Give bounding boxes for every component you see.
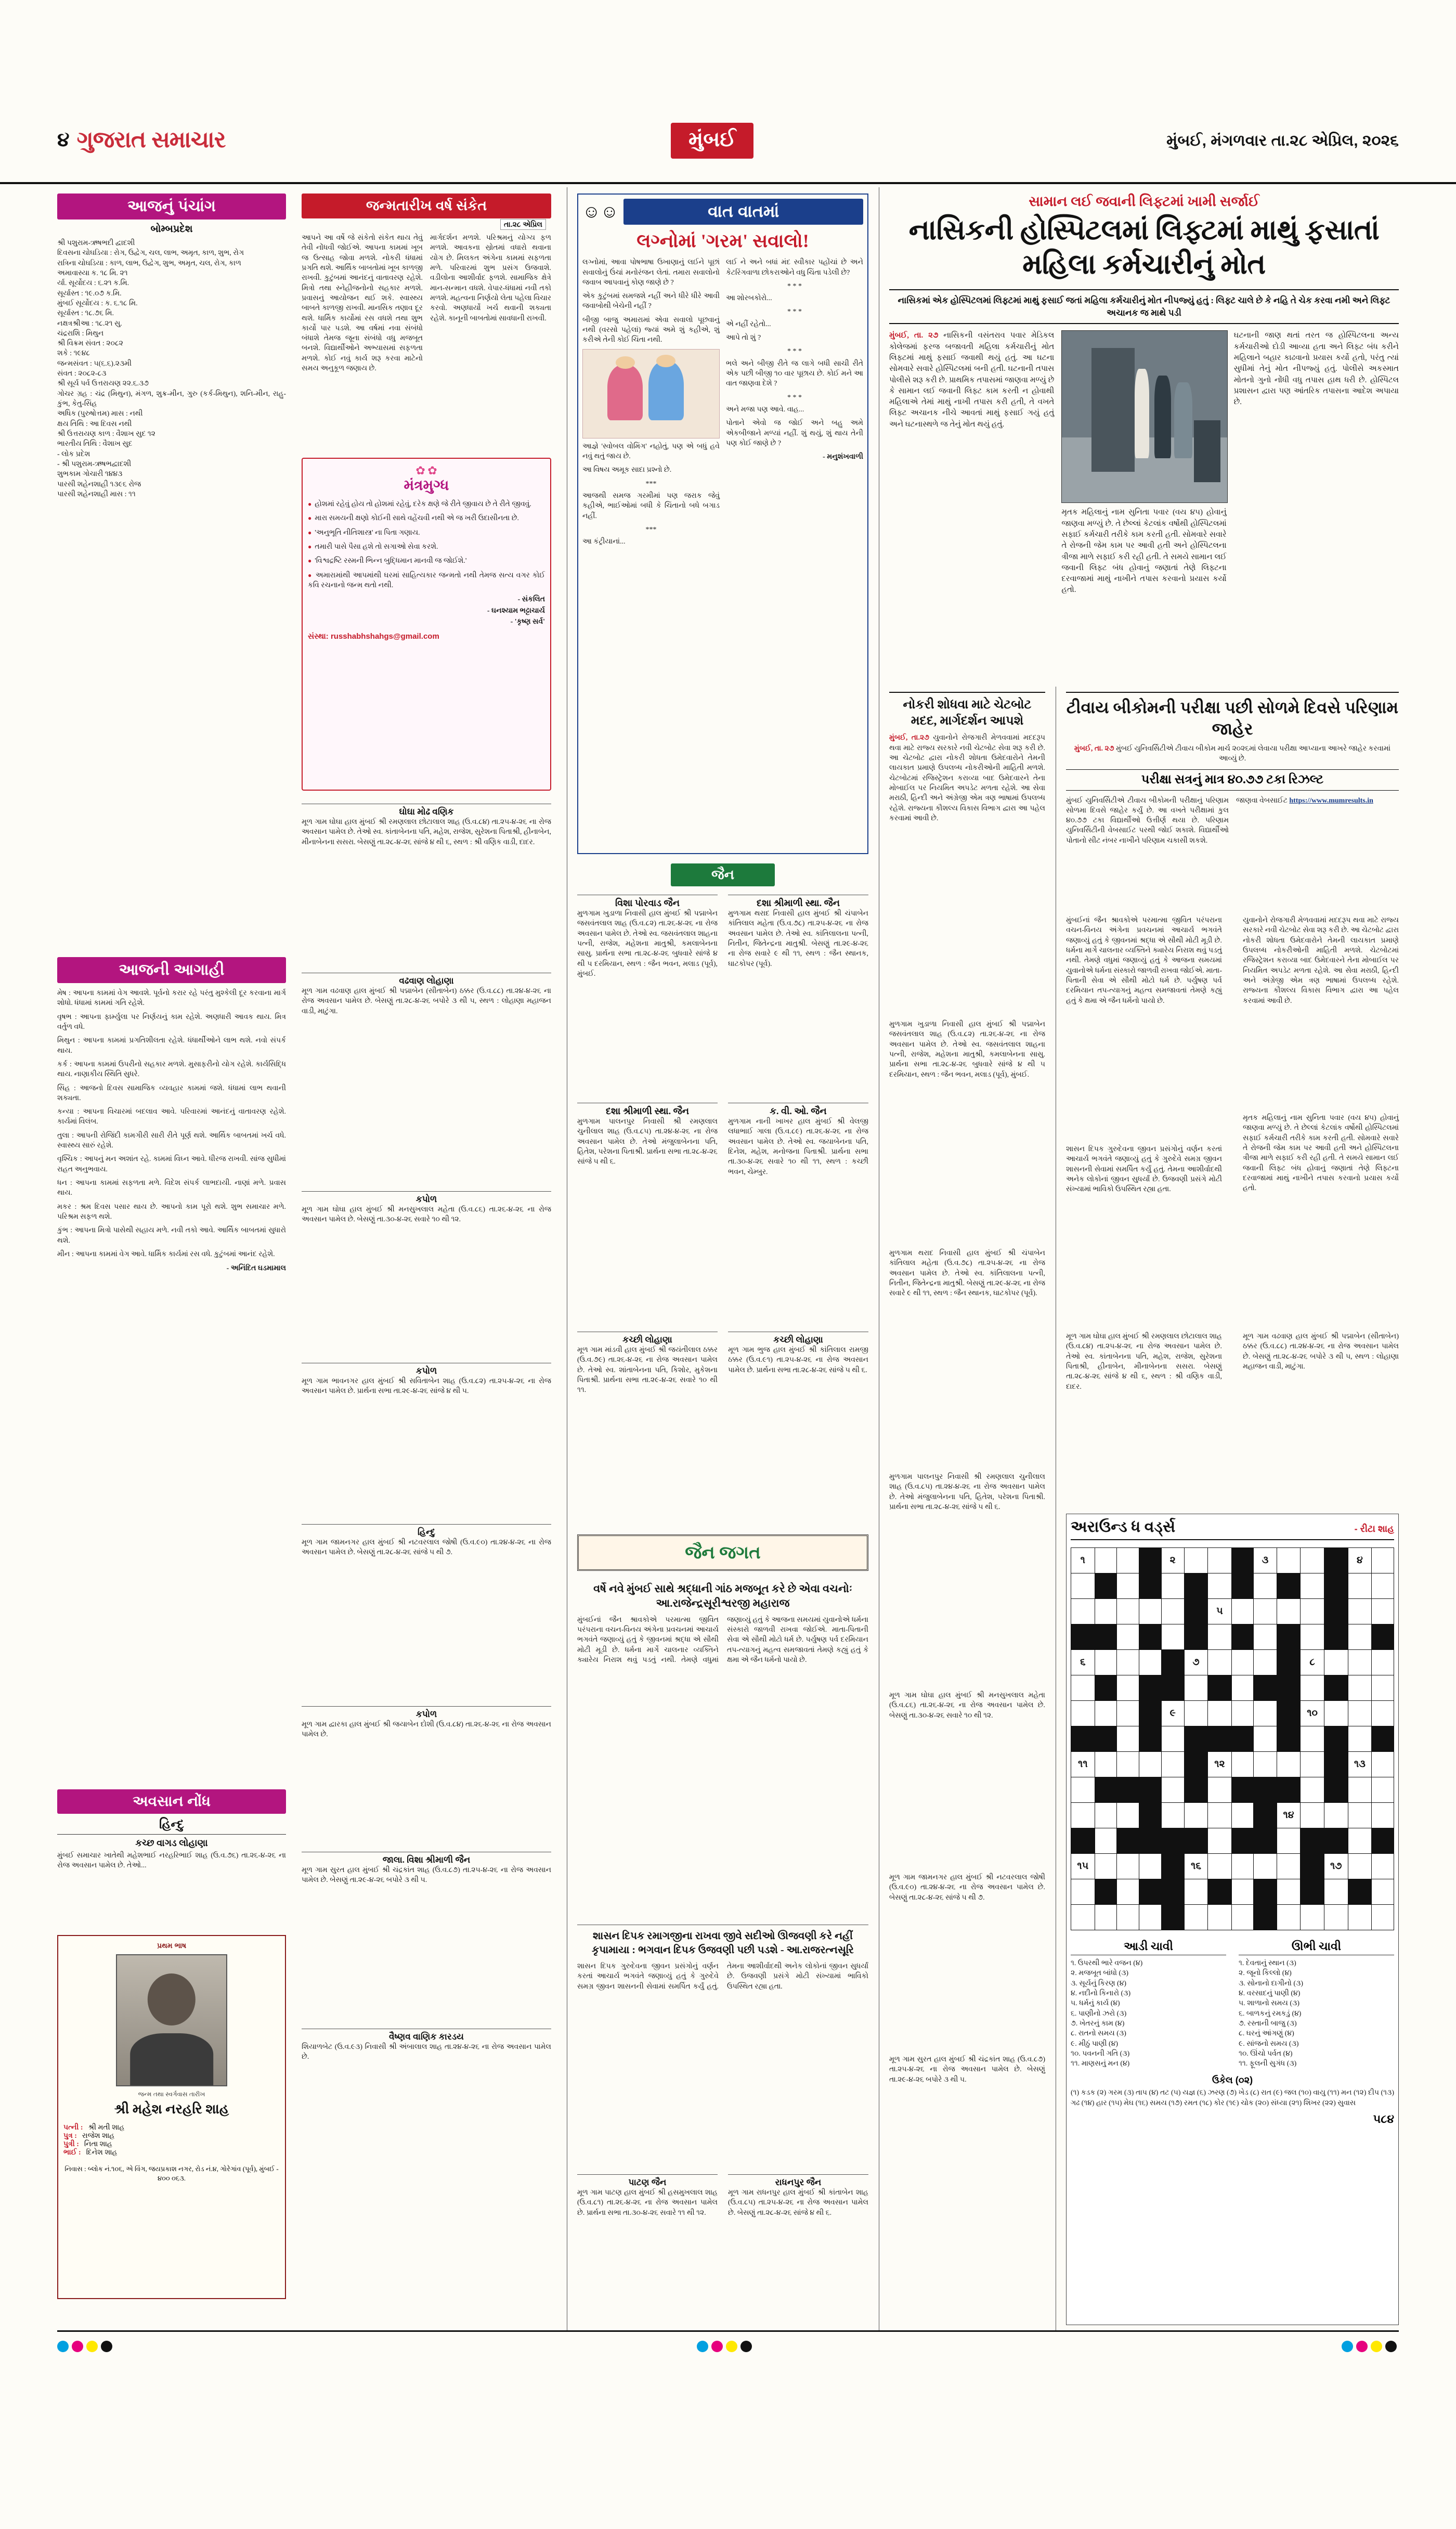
jain-sub-heading: દશા શ્રીમાળી સ્થા. જૈન [577, 1103, 718, 1117]
memorial-row-label: ભાઈ : [63, 2149, 81, 2157]
small-ad-heading: પાટણ જૈન [577, 2174, 718, 2188]
dateline: મુંબઈ, મંગળવાર તા.૨૮ એપ્રિલ, ૨૦૨૬ [1166, 132, 1399, 149]
mantra-note: - ઘનશ્યામ ભટ્ટાચાર્ય [487, 607, 545, 615]
mantra-contact-label: સંસ્થા: [308, 632, 329, 641]
memorial-ad [57, 1935, 286, 2299]
memorial-sub-label: જન્મ તથા સ્વર્ગવાસ તારીખ [138, 2091, 205, 2098]
right-filler-9: મૂળ ગામ વઢવાણ હાલ મુંબઈ શ્રી પદ્માબેન (સીતાબેન) ઠક્કર (ઉ.વ.૮૮) તા.૨૪-૪-૨૬ ના રોજ અવસાન પામેલ છે. બેસણું તા.૨૮-૪-૨૬ બપોરે ૩ થી ૫, સ્થળ : લોહાણા મહાજન વાડી, માટુંગા. [1243, 1333, 1399, 1371]
small-ad-heading: કચ્છી લોહાણા [577, 1332, 718, 1345]
exam-story-title: ટીવાય બીકોમની પરીક્ષા પછી સોળમે દિવસે પરિણામ જાહેર [1066, 692, 1399, 740]
jain-sub-heading: વિશા પોરવાડ જૈન [577, 895, 718, 909]
small-ad-heading: કચ્છી લોહાણા [728, 1332, 868, 1345]
jain-sub-body: મુળગામ પાલનપુર નિવાસી શ્રી રમણલાલ ચુનીલાલ શાહ (ઉ.વ.૮૫) તા.૨૪-૪-૨૬ ના રોજ અવસાન પામેલ છે. તેઓ મંજુલાબેનના પતિ, હિતેશ, પરેશના પિતાશ્રી. પ્રાર્થના સભા તા.૨૮-૪-૨૬ સાંજે ૫ થી ૬. [577, 1118, 718, 1166]
cmyk-dots-center [697, 2341, 752, 2352]
mantra-title: મંત્રમુગ્ધ [404, 478, 449, 494]
edition-badge: મુંબઈ [671, 123, 753, 159]
mantra-item: ● મારા સમયની ક્ષણો કોઈની સાથે વહેંચવી નથી એ જ ખરી ઉદાસીનતા છે. [308, 513, 545, 523]
vaat-vaatma-title: વાત વાતમાં [623, 199, 863, 225]
small-ad-heading: વઢવાણ લોહાણા [302, 973, 551, 986]
mantra-item: ● હોશમાં રહેવું હોય તો હોશમાં રહેવું, દરેક ક્ષણે જે રીતે જીવાય છે તે રીતે જીવવું. [308, 499, 545, 509]
jain-jagat-headline: વર્ષે નવે મુંબઈ સાથે શ્રદ્ધાની ગાંઠ મજબૂત કરે છે એવા વચનોઃ આ.રાજેન્દ્રસૂરીશ્વરજી મહારાજ [593, 1582, 852, 1610]
paper-logo: ગુજરાત સમાચાર [76, 127, 226, 152]
janmatarikh-body-2: માર્ગદર્શન મળશે. પરિશ્રમનું યોગ્ય ફળ મળશે. આવકના સ્રોતમાં વધારો થવાના યોગ છે. મિલકત અંગેના કામમાં સફળતા મળે. પરિવારમાં શુભ પ્રસંગ ઉજવાશે. વડીલોના આશીર્વાદ ફળશે. સામાજિક ક્ષેત્રે માન-સન્માન વધશે. વેપાર-ધંધામાં નવી તકો મળશે. મહત્વના નિર્ણયો લેતા પહેલા વિચાર કરવો. અણધાર્યો ખર્ચ થવાની શક્યતા રહેશે. કાનૂની બાબતોમાં સાવધાની રાખવી. [430, 234, 551, 322]
small-ad-body: મૂળ ગામ જામનગર હાલ મુંબઈ શ્રી નટવરલાલ જોષી (ઉ.વ.૯૦) તા.૨૪-૪-૨૬ ના રોજ અવસાન પામેલ છે. બેસણું તા.૨૮-૪-૨૬ સાંજે ૫ થી ૭. [302, 1539, 551, 1557]
right-filler-7: મૃતક મહિલાનું નામ સુનિતા પવાર (વય ૪૫) હોવાનું જાણવા મળ્યું છે. તે છેલ્લાં કેટલાંક વર્ષોથી હોસ્પિટલમાં સફાઈ કર્મચારી તરીકે કામ કરતી હતી. સોમવારે સવારે તે રોજની જેમ કામ પર આવી હતી અને હોસ્પિટલના ત્રીજા માળે સફાઈ કરી રહી હતી. તે સમયે સામાન લઈ જવાની લિફ્ટ બંધ હોવાનું જણાતાં તેણે લિફ્ટના દરવાજામાં માથું નાખીને તપાસ કરવાનો પ્રયાસ કર્યો હતો. [1243, 1114, 1399, 1193]
janmatarikh-date: તા.૨૮ એપ્રિલ [500, 219, 546, 230]
memorial-row-value: રાજેશ શાહ [82, 2132, 115, 2140]
lead-dateline: મુંબઈ, તા. ૨૭ [889, 331, 939, 340]
right-filler-3: મુળગામ પાલનપુર નિવાસી શ્રી રમણલાલ ચુનીલાલ શાહ (ઉ.વ.૮૫) તા.૨૪-૪-૨૬ ના રોજ અવસાન પામેલ છે. તેઓ મંજુલાબેનના પતિ, હિતેશ, પરેશના પિતાશ્રી. પ્રાર્થના સભા તા.૨૮-૪-૨૬ સાંજે ૫ થી ૬. [889, 1473, 1045, 1511]
job-story-title: નોકરી શોધવા માટે ચેટબોટ મદદ, માર્ગદર્શન આપશે [889, 692, 1045, 729]
mantra-flowers: ✿ ✿ [415, 464, 437, 477]
crossword-across-title: આડી ચાવી [1071, 1940, 1226, 1955]
mantra-box [302, 458, 551, 791]
exam-story-dateline: મુંબઈ, તા. ૨૭ [1074, 744, 1114, 753]
right-filler-11: મૂળ ગામ જામનગર હાલ મુંબઈ શ્રી નટવરલાલ જોષી (ઉ.વ.૯૦) તા.૨૪-૪-૨૬ ના રોજ અવસાન પામેલ છે. બેસણું તા.૨૮-૪-૨૬ સાંજે ૫ થી ૭. [889, 1874, 1045, 1902]
janmatarikh-body-1: આપને આ વર્ષે જે સંકેતો સંકેત થાય તેવું તેવી નોંધવી જોઈએ. આપના કામમાં ખૂબ જ ઉત્સાહ જોવા મળશે. નોકરી ધંધામાં પ્રગતિ થશે. આર્થિક બાબતોમાં ખૂબ કાળજી રાખવી. કુટુંબમાં આનંદનું વાતાવરણ રહેશે. મિત્રો તથા સ્નેહીજનોનો સહકાર મળશે. પ્રવાસનું આયોજન થઈ શકે. સ્વાસ્થ્ય બાબતે કાળજી રાખવી. માનસિક તણાવ દૂર થશે. ધાર્મિક કાર્યોમાં રસ વધશે તથા શુભ કાર્યો પાર પડશે. આ વર્ષમાં નવા સંબંધો બંધાશે તેમજ જૂના સંબંધો વધુ મજબૂત બનશે. વિદ્યાર્થીઓને અભ્યાસમાં સફળતા મળશે. કોઈ નવું કાર્ય શરૂ કરવા માટેનો સમય અનુકૂળ જણાય છે. [302, 234, 423, 373]
lead-kicker: સામાન લઈ જવાની લિફ્ટમાં ખામી સર્જાઈ [1029, 193, 1259, 209]
crossword-answer-label: ઉકેલ (૦૨) [1212, 2075, 1253, 2086]
small-ad-body: મૂળ ગામ ઘોઘા હાલ મુંબઈ શ્રી મનસુખલાલ મહેતા (ઉ.વ.૮૬) તા.૨૬-૪-૨૬ ના રોજ અવસાન પામેલ છે. બેસણું તા.૩૦-૪-૨૬ સવારે ૧૦ થી ૧૨. [302, 1206, 551, 1224]
memorial-row-value: શ્રી મતી શાહ [88, 2124, 125, 2132]
panchang-subtitle: બોમ્બપ્રદેશ [150, 224, 193, 235]
memorial-name: શ્રી મહેશ નરહરિ શાહ [114, 2101, 229, 2117]
memorial-small-label: પ્રથમ ભાષ [157, 1941, 187, 1950]
memorial-row-value: નિતા શાહ [84, 2140, 112, 2148]
small-ad-heading: રાધનપુર જૈન [728, 2174, 868, 2188]
right-filler-4: મુંબઈનાં જૈન શ્રાવકોએ પરમાત્મા જીવિત પરંપરાના વચન-વિનય અંગેના પ્રવચનમાં આચાર્ય ભગવંતે જણાવ્યું હતું કે જીવનમાં શ્રદ્ધા એ સૌથી મોટી મૂડી છે. ધર્મના માર્ગે ચાલનાર વ્યક્તિને ક્યારેય નિરાશ થવું પડતું નથી. તેમણે વધુમાં જણાવ્યું હતું કે આજના સમયમાં યુવાનોએ ધર્મના સંસ્કારો જાળવી રાખવા જોઈએ. માતા-પિતાની સેવા એ સૌથી મોટો ધર્મ છે. પર્યુષણ પર્વ દરમિયાન તપ-ત્યાગનું મહત્વ સમજાવતાં તેમણે કહ્યું હતું કે ક્ષમા એ જૈન ધર્મનો પાયો છે. [1066, 917, 1222, 1005]
jain-sub-body: મુળગામ ખુડાળા નિવાસી હાલ મુંબઈ શ્રી પદ્માબેન જસવંતલાલ શાહ (ઉ.વ.૮૨) તા.૨૬-૪-૨૬ ના રોજ અવસાન પામેલ છે. તેઓ સ્વ. જસવંતલાલ શાહના પત્ની, રાજેશ, મહેશના માતુશ્રી, કમલાબેનના સાસુ. પ્રાર્થના સભા તા.૨૮-૪-૨૬ બુધવારે સાંજે ૪ થી ૫ દરમિયાન, સ્થળ : જૈન ભવન, મલાડ (પૂર્વ), મુંબઈ. [577, 910, 718, 978]
masthead-left [57, 127, 225, 153]
jain-jagat-body: મુંબઈનાં જૈન શ્રાવકોએ પરમાત્મા જીવિત પરંપરાના વચન-વિનય અંગેના પ્રવચનમાં આચાર્ય ભગવંતે જણાવ્યું હતું કે જીવનમાં શ્રદ્ધા એ સૌથી મોટી મૂડી છે. ધર્મના માર્ગે ચાલનાર વ્યક્તિને ક્યારેય નિરાશ થવું પડતું નથી. તેમણે વધુમાં જણાવ્યું હતું કે આજના સમયમાં યુવાનોએ ધર્મના સંસ્કારો જાળવી રાખવા જોઈએ. માતા-પિતાની સેવા એ સૌથી મોટો ધર્મ છે. પર્યુષણ પર્વ દરમિયાન તપ-ત્યાગનું મહત્વ સમજાવતાં તેમણે કહ્યું હતું કે ક્ષમા એ જૈન ધર્મનો પાયો છે. [577, 1616, 868, 1664]
aagahi-header: આજની આગાહી [57, 957, 286, 983]
jain-sub-body: મુળગામ થરાદ નિવાસી હાલ મુંબઈ શ્રી ચંપાબેન કાંતિલાલ મહેતા (ઉ.વ.૭૮) તા.૨૫-૪-૨૬ ના રોજ અવસાન પામેલ છે. તેઓ સ્વ. કાંતિલાલના પત્ની, નિતીન, જિતેન્દ્રના માતુશ્રી. બેસણું તા.૨૯-૪-૨૬ ના રોજ સવારે ૯ થી ૧૧, સ્થળ : જૈન સ્થાનક, ઘાટકોપર (પૂર્વ). [728, 910, 868, 968]
exam-story-body: મુંબઈ યુનિવર્સિટીએ ટીવાય બીકોમની પરીક્ષાનું પરિણામ સોળમા દિવસે જાહેર કર્યું છે. આ વખતે પરીક્ષામાં કુલ ૪૦.૭૭ ટકા વિદ્યાર્થીઓ ઉત્તીર્ણ થયા છે. પરિણામ યુનિવર્સિટીની વેબસાઈટ પરથી જોઈ શકાશે. વિદ્યાર્થીઓ પોતાનો સીટ નંબર નાખીને પરિણામ ચકાસી શકશે. [1066, 796, 1229, 845]
lead-headline: નાસિકની હોસ્પિટલમાં લિફ્ટમાં માથું ફસાતાં મહિલા કર્મચારીનું મોત [908, 214, 1380, 280]
mantra-note: - 'કૃષ્ણ સર્વ' [510, 617, 545, 626]
lead-col-1: મુંબઈ, તા. ૨૭ નાસિકની વસંતરાવ પવાર મેડિકલ કોલેજમાં ફરજ બજાવતી મહિલા કર્મચારીનું મોત લિફ્ટમાં માથું ફસાઈ જવાથી થયું હતું. આ ઘટના સોમવારે સવારે હોસ્પિટલમાં બની હતી. ઘટનાની તપાસ પોલીસે શરૂ કરી છે. પ્રાથમિક તપાસમાં જાણવા મળ્યું છે કે સામાન લઈ જવાની લિફ્ટ કામ કરતી ન હોવાથી મહિલાએ તેમાં માથું નાખી તપાસ કરી હતી, તે વખતે લિફ્ટ અચાનક નીચે આવતાં માથું ફસાઈ ગયું હતું અને ઘટનાસ્થળે જ તેનું મોત થયું હતું. [889, 331, 1055, 429]
memorial-row-label: પુત્રી : [63, 2140, 79, 2148]
right-filler-2: મુળગામ થરાદ નિવાસી હાલ મુંબઈ શ્રી ચંપાબેન કાંતિલાલ મહેતા (ઉ.વ.૭૮) તા.૨૫-૪-૨૬ ના રોજ અવસાન પામેલ છે. તેઓ સ્વ. કાંતિલાલના પત્ની, નિતીન, જિતેન્દ્રના માતુશ્રી. બેસણું તા.૨૯-૪-૨૬ ના રોજ સવારે ૯ થી ૧૧, સ્થળ : જૈન સ્થાનક, ઘાટકોપર (પૂર્વ). [889, 1249, 1045, 1298]
right-filler-12: મૂળ ગામ સુરત હાલ મુંબઈ શ્રી ચંદ્રકાંત શાહ (ઉ.વ.૮૭) તા.૨૫-૪-૨૬ ના રોજ અવસાન પામેલ છે. બેસણું તા.૨૯-૪-૨૬ બપોરે ૩ થી ૫. [889, 2056, 1045, 2084]
vaat-vaatma-col-left: લગ્નોમાં, આવા પોષભાષા ઉખાણાનું લઈને પૂછાં સવાલોનું ઉંચાં મનોરંજન લેતાં. તમારા સવાલોનો જવાબ આપવાનું કોણ જાણે છે ? એક કુટુંબમાં સમજશે નહીં અને ધીરે ધીરે આવી જવાબોથી બેચેની નહીં ? બીજી બાજુ અમારામાં એવા સવાલો પૂછવાનું નથી (વરસો પહેલાં) જ્યાં અમે શું કહીએ, શું કરીએ તેની કોઈ ચિંતા નથી. આજ્ઞે 'સ્વોબલ વોમિંગ' નહોતું, પણ એ બધું હવે નવું થતું જાય છે. આ વિષય અમૂક સાદા પ્રશ્નો છે. *** આજથી સમજ ગરમીમાં પણ જરાક જેવું કહીએ, ભાઈઓમાં બધી કે ચિંતાનો બધે બગાડ નહીં. *** આ કંટ્રીયાનાં... [582, 259, 720, 546]
exam-story-highlight: પરીક્ષા સત્રનું માત્ર ૪૦.૭૭ ટકા રિઝલ્ટ [1066, 769, 1399, 791]
jain-header: જૈન [671, 863, 775, 886]
small-ad-body: મૂળ ગામ ઘોઘા હાલ મુંબઈ શ્રી રમણલાલ છોટાલાલ શાહ (ઉ.વ.૮૪) તા.૨૫-૪-૨૬ ના રોજ અવસાન પામેલ છે. તેઓ સ્વ. કાંતાબેનના પતિ, મહેશ, રાજેશ, સુરેશના પિતાશ્રી, હીનાબેન, મીનાબેનના સસરા. બેસણું તા.૨૮-૪-૨૬ સાંજે ૪ થી ૬, સ્થળ : શ્રી વણિક વાડી, દાદર. [302, 818, 551, 846]
job-story-dateline: મુંબઈ, તા.૨૭ [889, 734, 929, 742]
mantra-items [308, 499, 545, 627]
mask-icon: ☺☺ [582, 201, 619, 222]
mantra-note: - સંકલિત [517, 596, 545, 604]
masthead [0, 120, 1456, 184]
jain-jagat2-heading: શાસન દિપક રમાગજીના રાખવા જીવે સદીઓ ઊજવણી કરે નહીં કૃપામાયા : ભગવાન દિપક ઉજવણી પછી પડશે - આ.રાજરત્નસૂરિ [577, 1925, 868, 1957]
avsaan-subtitle: હિન્દુ [57, 1818, 286, 1835]
small-ad-body: મૂળ ગામ દ્વારકા હાલ મુંબઈ શ્રી જયાબેન દોશી (ઉ.વ.૮૪) તા.૨૬-૪-૨૬ ના રોજ અવસાન પામેલ છે. [302, 1721, 551, 1739]
panchang-header: આજનું પંચાંગ [57, 193, 286, 220]
lead-col-3: ઘટનાની જાણ થતાં તરત જ હોસ્પિટલના અન્ય કર્મચારીઓ દોડી આવ્યા હતા અને લિફ્ટ બંધ કરીને મહિલાને બહાર કાઢવાનો પ્રયાસ કર્યો હતો, પરંતુ ત્યાં સુધીમાં તેનું મોત નીપજ્યું હતું. પોલીસે અકસ્માત મોતનો ગુનો નોંધી વધુ તપાસ હાથ ધરી છે. હોસ્પિટલ પ્રશાસન દ્વારા પણ આંતરિક તપાસના આદેશ અપાયા છે. [1233, 331, 1399, 407]
jain-sub-body: મુળગામ નાની ખાખર હાલ મુંબઈ શ્રી વેલજી લધાભાઈ ગાલા (ઉ.વ.૮૯) તા.૨૬-૪-૨૬ ના રોજ અવસાન પામેલ છે. તેઓ સ્વ. જયાબેનના પતિ, દિનેશ, મહેશ, મનોજના પિતાશ્રી. પ્રાર્થના સભા તા.૩૦-૪-૨૬ સવારે ૧૦ થી ૧૧, સ્થળ : કચ્છી ભવન, ચેમ્બુર. [728, 1118, 868, 1176]
jain-sub-heading: ક. વી. ઓ. જૈન [728, 1103, 868, 1117]
small-ad-heading: કપોળ [302, 1706, 551, 1720]
memorial-portrait [116, 1954, 227, 2086]
right-filler-10: મૂળ ગામ ઘોઘા હાલ મુંબઈ શ્રી મનસુખલાલ મહેતા (ઉ.વ.૮૬) તા.૨૬-૪-૨૬ ના રોજ અવસાન પામેલ છે. બેસણું તા.૩૦-૪-૨૬ સવારે ૧૦ થી ૧૨. [889, 1692, 1045, 1720]
crossword-across-list: ૧. ઉપરથી ભારે વજન (૪) ૨. મજબૂત બાંધો (૩) ૩. સૂર્યનું કિરણ (૪) ૪. નદીનો કિનારો (૩) ૫. ધર્મનું કાર્ય (૪) ૬. પાણીનો ઝરો (૩) ૭. ખેતરનું કામ (૪) ૮. રાતનો સમય (૩) ૯. મીઠું પાણી (૪) ૧૦. પવનની ગતિ (૩) ૧૧. માણસનું મન (૪) [1071, 1959, 1143, 2068]
jain-sub-heading: દશા શ્રીમાળી સ્થા. જૈન [728, 895, 868, 909]
vaat-vaatma-box [577, 193, 868, 854]
crossword-title: અરાઉન્ડ ધ વર્ડ્સ [1071, 1518, 1176, 1536]
vaat-vaatma-headline: લગ્નોમાં 'ગરમ' સવાલો! [636, 230, 809, 251]
memorial-rows [63, 2124, 280, 2157]
small-ad-heading: ઘોઘા મોઢ વણિક [302, 804, 551, 817]
jain-jagat2-body: શાસન દિપક ગુરુદેવના જીવન પ્રસંગોનું વર્ણન કરતાં આચાર્ય ભગવંતે જણાવ્યું હતું કે ગુરુદેવે સમગ્ર જીવન શાસનની સેવામાં સમર્પિત કર્યું હતું. તેમના આશીર્વાદથી અનેક લોકોનાં જીવન સુધર્યાં છે. ઉજવણી પ્રસંગે મોટી સંખ્યામાં ભાવિકો ઉપસ્થિત રહ્યા હતા. [577, 1963, 868, 1991]
small-ad-heading: જાલા. વિશા શ્રીમાળી જૈન [302, 1852, 551, 1865]
janmatarikh-header: જન્મતારીખ વર્ષ સંકેત તા.૨૮ એપ્રિલ [302, 193, 551, 218]
jain-jagat-banner [577, 1534, 868, 1571]
exam-website-label: જાણવા વેબસાઈટ [1236, 796, 1288, 805]
right-filler-6: શાસન દિપક ગુરુદેવના જીવન પ્રસંગોનું વર્ણન કરતાં આચાર્ય ભગવંતે જણાવ્યું હતું કે ગુરુદેવે સમગ્ર જીવન શાસનની સેવામાં સમર્પિત કર્યું હતું. તેમના આશીર્વાદથી અનેક લોકોનાં જીવન સુધર્યાં છે. ઉજવણી પ્રસંગે મોટી સંખ્યામાં ભાવિકો ઉપસ્થિત રહ્યા હતા. [1066, 1145, 1222, 1194]
small-ad-body: મૂળ ગામ ભુજ હાલ મુંબઈ શ્રી કાંતિલાલ રામજી ઠક્કર (ઉ.વ.૯૧) તા.૨૫-૪-૨૬ ના રોજ અવસાન પામેલ છે. પ્રાર્થના સભા તા.૨૮-૪-૨૬ સાંજે ૫ થી ૬. [728, 1346, 868, 1374]
small-ad-body: મૂળ ગામ પાટણ હાલ મુંબઈ શ્રી હસમુખલાલ શાહ (ઉ.વ.૮૧) તા.૨૬-૪-૨૬ ના રોજ અવસાન પામેલ છે. પ્રાર્થના સભા તા.૩૦-૪-૨૬ સવારે ૧૧ થી ૧૨. [577, 2189, 718, 2217]
crossword-down-title: ઊભી ચાવી [1239, 1940, 1394, 1955]
panchang-body: શ્રી પશુરામ-ઋષભદી દ્વાદશી દિવસના ચોઘડિયા : રોગ, ઉદ્વેગ, ચલ, લાભ, અમૃત, કાળ, શુભ, રોગ રાત્રિના ચોઘડિયા : કાળ, લાભ, ઉદ્વેગ, શુભ, અમૃત, ચલ, રોગ, કાળ અમાવાસ્યા ક. ૧૮ મિ. ૨૧ ર્યા. સૂર્યોદય : ૬.૨૧ ક.મિ. સૂર્યાસ્ત : ૧૯.૦૭ ક.મિ. મુંબઈ સૂર્યોદય : ક. ૬.૧૮ મિ. સૂર્યાસ્ત : ૧૮.૭૬ મિ. નક્ષત્રશ્રીઆ : ૧૮.૨૧ સુ. ચંદ્રરાશિ : મિથુન શ્રી વિક્રમ સંવત : ૨૦૮૨ શકે : ૧૯૪૮ જન્મસંવત : ૫(૬.૬).૨૩મી સંવત : ૨૦૮૨-૮૩ શ્રી સૂર્ય પર્વ ઉત્તરાયણ ૨૨.૬.૩૭ ગોચર ગ્રહ : ચંદ્ર (મિથુન), મંગળ, શુક્ર-મીન, ગુરુ (કર્ક-મિથુન), શનિ-મીન, રાહુ-કુંભ, કેતુ-સિંહ અધિક (પુરુષોત્તમ) માસ : નથી ક્ષય તિથિ : આ દિવસ નથી શ્રી ઉત્તરાયણ કાળ : વૈશાખ સુદ ૧૨ ભારતીય તિથિ : વૈશાખ સુદ - લોક પ્રદેશ - શ્રી પશુરામ-ઋષભદ્વાદશી શુભકામ ગોચારી ૧૪૪૩ પારસી શહેનશાહી ૧૩૯૬ રોજ પારસી શહેનશાહી માસ : ૧૧ [57, 239, 286, 498]
small-ad-heading: કપોળ [302, 1363, 551, 1376]
lead-standfirst: નાસિકમાં એક હોસ્પિટલમાં લિફ્ટમાં માથું ફસાઈ જતાં મહિલા કર્મચારીનું મોત નીપજ્યું હતું : લિફ્ટ ચાલે છે કે નહિ તે ચેક કરવા નમી અને લિફ્ટ અચાનક જ માથે પડી [889, 289, 1399, 325]
small-ad-body: શિયાળબેટ (ઉ.વ.૯૩) નિવાસી શ્રી અંબાલાલ શાહ તા.૨૪-૪-૨૬ ના રોજ અવસાન પામેલ છે. [302, 2043, 551, 2061]
lead-photo [1061, 330, 1227, 503]
mantra-item: ● 'અનુભૂતિ નીતિશાસ્ત્ર' ના પિતા ગણાય. [308, 528, 545, 538]
crossword-box [1066, 1514, 1399, 2325]
crossword-answers: (૧) કડક (૨) ગરમ (૩) તાપ (૪) તટ (૫) યજ્ઞ (૬) ઝરણ (૭) ખેડ (૮) રાત (૯) જલ (૧૦) વાયુ (૧૧) મન (૧૨) દીપ (૧૩) ગઢ (૧૪) હાર (૧૫) મેઘ (૧૬) સમય (૧૭) રમત (૧૮) કોર (૧૯) ચોક (૨૦) સંધ્યા (૨૧) શિખર (૨૨) સુવાસ [1071, 2089, 1394, 2107]
small-ad-body: મૂળ ગામ સુરત હાલ મુંબઈ શ્રી ચંદ્રકાંત શાહ (ઉ.વ.૮૭) તા.૨૫-૪-૨૬ ના રોજ અવસાન પામેલ છે. બેસણું તા.૨૯-૪-૨૬ બપોરે ૩ થી ૫. [302, 1866, 551, 1885]
mantra-item: ● તમારી પાસે પૈસા હશે તો સગાઓ સેવા કરશે. [308, 542, 545, 552]
cmyk-dots-right [1342, 2341, 1397, 2352]
small-ad-heading: હિન્દુ [302, 1524, 551, 1538]
small-ad-heading: વૈષ્ણવ વાણિક કારડય [302, 2029, 551, 2042]
crossword-grid[interactable]: ૧ ૨ ૩ ૪ ૫ ૬ ૭ ૮ ૯ ૧૦ ૧૧ ૧૨ ૧૩ ૧૪ ૧૫ ૧૬ ૧૭ [1071, 1547, 1394, 1930]
crossword-down-list: ૧. દેવતાનું સ્થાન (૩) ૨. જૂનો કિલ્લો (૪) ૩. સોનાનો દાગીનો (૩) ૪. વરસાદનું પાણી (૪) ૫. શાળાનો સમય (૩) ૬. બાળકનું રમકડું (૪) ૭. રસ્તાની બાજુ (૩) ૮. ઘરનું આંગણું (૪) ૯. સાંજનો સમય (૩) ૧૦. ઊંચો પર્વત (૪) ૧૧. ફૂલની સુગંધ (૩) [1239, 1959, 1304, 2068]
lead-col-2: મૃતક મહિલાનું નામ સુનિતા પવાર (વય ૪૫) હોવાનું જાણવા મળ્યું છે. તે છેલ્લાં કેટલાંક વર્ષોથી હોસ્પિટલમાં સફાઈ કર્મચારી તરીકે કામ કરતી હતી. સોમવારે સવારે તે રોજની જેમ કામ પર આવી હતી અને હોસ્પિટલના ત્રીજા માળે સફાઈ કરી રહી હતી. તે સમયે સામાન લઈ જવાની લિફ્ટ બંધ હોવાનું જણાતાં તેણે લિફ્ટના દરવાજામાં માથું નાખીને તપાસ કરવાનો પ્રયાસ કર્યો હતો. [1061, 508, 1227, 595]
page-number: ૪ [57, 128, 70, 151]
cmyk-dots-left [57, 2341, 112, 2352]
vaat-vaatma-col-right: લઈ ને અને બધાં મંદ સ્વીકાર પહોંચાં છે અને કેટરિંગવાળા છોકરાઓને વધુ ચિંતા પડેલી છે? * * * આ શોરબકોરો... * * * એ નહીં રહેતો... આપે તો શું ? * * * ભલે અને બીજી રીતે જ લાગે બધી સાચી રીતે એક પછી બીજી ૧૦ વાર પૂછાય છે. કોઈ મને આ વાત જાણવા દેશે ? * * * અને મજા પણ આવે. વાહ... પોતાને એવો જ જોઈ અને બહુ અમે એકબીજાને મળ્યાં નહીં. શું થયું, શું થાય તેની પણ કોઈ જાણે છે ? - મનુશંખવાળી [726, 259, 863, 461]
small-ad-body: મૂળ ગામ વઢવાણ હાલ મુંબઈ શ્રી પદ્માબેન (સીતાબેન) ઠક્કર (ઉ.વ.૮૮) તા.૨૪-૪-૨૬ ના રોજ અવસાન પામેલ છે. બેસણું તા.૨૮-૪-૨૬ બપોરે ૩ થી ૫, સ્થળ : લોહાણા મહાજન વાડી, માટુંગા. [302, 987, 551, 1015]
jain-jagat-title: જૈન જગત [685, 1543, 761, 1563]
small-ad-body: મૂળ ગામ રાધનપુર હાલ મુંબઈ શ્રી કાંતાબેન શાહ (ઉ.વ.૮૫) તા.૨૫-૪-૨૬ ના રોજ અવસાન પામેલ છે. બેસણું તા.૨૮-૪-૨૬ સાંજે ૪ થી ૬. [728, 2189, 868, 2217]
small-ad-heading: કપોળ [302, 1191, 551, 1205]
exam-story-website-line [1236, 796, 1399, 806]
small-ad-body: મૂળ ગામ માંડવી હાલ મુંબઈ શ્રી જયંતીલાલ ઠક્કર (ઉ.વ.૭૯) તા.૨૬-૪-૨૬ ના રોજ અવસાન પામેલ છે. તેઓ સ્વ. શાંતાબેનના પતિ, કિશોર, મુકેશના પિતાશ્રી. પ્રાર્થના સભા તા.૨૯-૪-૨૬ સવારે ૧૦ થી ૧૧. [577, 1346, 718, 1395]
right-filler-1: મુળગામ ખુડાળા નિવાસી હાલ મુંબઈ શ્રી પદ્માબેન જસવંતલાલ શાહ (ઉ.વ.૮૨) તા.૨૬-૪-૨૬ ના રોજ અવસાન પામેલ છે. તેઓ સ્વ. જસવંતલાલ શાહના પત્ની, રાજેશ, મહેશના માતુશ્રી, કમલાબેનના સાસુ. પ્રાર્થના સભા તા.૨૮-૪-૨૬ બુધવારે સાંજે ૪ થી ૫ દરમિયાન, સ્થળ : જૈન ભવન, મલાડ (પૂર્વ), મુંબઈ. [889, 1021, 1045, 1079]
mantra-item: ● 'વિશ્વદ્રષ્ટિ રસ્મની ભિન્ન બુદ્ધિમાન માનવી જ જોઈશે.' [308, 556, 545, 566]
exam-story-subtext: મુંબઈ, તા. ૨૭ મુંબઈ યુનિવર્સિટીએ ટીવાય બીકોમ માર્ચ ૨૦૨૬માં લેવાયા પરીક્ષા આપ્યાના આખરે જાહેર કરવામાં આવ્યું છે. [1074, 744, 1391, 763]
cartoon-illustration [582, 349, 720, 438]
mantra-contact-email[interactable]: russhabhshahgs@gmail.com [330, 632, 439, 641]
mantra-item: ● અમારામાંથી આપમાંથી ઘરમાં સાહિત્યકાર જન્મતો નથી તેમજ સત્ય વગર કોઈ કવિ રચનાનો જન્મ થતો નથી. [308, 571, 545, 591]
avsaan-text: મુંબઈ સમાચાર ખાતેથી મહેશભાઈ નરહરિભાઈ શાહ (ઉ.વ.૭૬) તા.૨૬-૪-૨૬ ના રોજ અવસાન પામેલ છે. તેઓ... [57, 1852, 286, 1870]
crossword-page-footer: ૫૮૪ [1373, 2112, 1394, 2126]
exam-website-link[interactable]: https://www.mumresults.in [1289, 796, 1373, 805]
memorial-row-label: પુત્ર : [63, 2132, 77, 2140]
memorial-row-value: દિનેશ શાહ [86, 2149, 118, 2157]
memorial-address: નિવાસ : બ્લોક નં.૧૦૬, એ વિંગ, જયપ્રકાશ નગર, રોડ નં.૪, ગોરેગાંવ (પૂર્વ), મુંબઈ - ૪૦૦ ૦૬૩. [64, 2165, 279, 2183]
right-filler-5: યુવાનોને રોજગારી મેળવવામાં મદદરૂપ થવા માટે રાજ્ય સરકારે નવી ચેટબોટ સેવા શરૂ કરી છે. આ ચેટબોટ દ્વારા નોકરી શોધતા ઉમેદવારોને તેમની લાયકાત પ્રમાણે ઉપલબ્ધ નોકરીઓની માહિતી મળશે. ચેટબોટમાં રજિસ્ટ્રેશન કરાવ્યા બાદ ઉમેદવારને તેના મોબાઈલ પર નિયમિત અપડેટ મળતા રહેશે. આ સેવા મરાઠી, હિન્દી અને અંગ્રેજી એમ ત્રણ ભાષામાં ઉપલબ્ધ રહેશે. રાજ્યના કૌશલ્ય વિકાસ વિભાગ દ્વારા આ પહેલ કરવામાં આવી છે. [1243, 917, 1399, 1005]
right-filler-8: મૂળ ગામ ઘોઘા હાલ મુંબઈ શ્રી રમણલાલ છોટાલાલ શાહ (ઉ.વ.૮૪) તા.૨૫-૪-૨૬ ના રોજ અવસાન પામેલ છે. તેઓ સ્વ. કાંતાબેનના પતિ, મહેશ, રાજેશ, સુરેશના પિતાશ્રી, હીનાબેન, મીનાબેનના સસરા. બેસણું તા.૨૮-૪-૨૬ સાંજે ૪ થી ૬, સ્થળ : શ્રી વણિક વાડી, દાદર. [1066, 1333, 1222, 1391]
avsaan-name: કચ્છ વાગડ લોહાણા [135, 1838, 208, 1848]
small-ad-body: મૂળ ગામ ભાવનગર હાલ મુંબઈ શ્રી સવિતાબેન શાહ (ઉ.વ.૮૨) તા.૨૫-૪-૨૬ ના રોજ અવસાન પામેલ છે. પ્રાર્થના સભા તા.૨૯-૪-૨૬ સાંજે ૪ થી ૫. [302, 1377, 551, 1396]
crossword-author: - રીટા શાહ [1354, 1524, 1394, 1534]
avsaan-header: અવસાન નોંધ [57, 1789, 286, 1814]
aagahi-body: મેષ : આપના કામમાં વેગ આવશે. પૂર્વનો કરાર રહે પરંતુ મુશ્કેલી દૂર કરવાના માર્ગ શોધો. ધંધામાં કામમાં ગતિ રહેશે. વૃષભ : આપના ફાર્મ્યુલા પર નિર્ણયનું કામ રહેશે. અણધારી આવક થાય. મિત્ર વર્તુળ વધે. મિથુન : આપના કામમાં પ્રગતિશીલતા રહેશે. ધંધાર્થીઓને લાભ થશે. નવો સંપર્ક થાય. કર્ક : આપના કામમાં ઉપરીનો સહકાર મળશે. મુસાફરીનો યોગ રહેશે. કાર્યસિદ્ધિ થાય. નાણાકીય સ્થિતિ સુધરે. સિંહ : આજનો દિવસ સામાજિક વ્યવહાર કામમાં જશે. ધંધામાં લાભ થવાની શક્યતા. કન્યા : આપના વિચારમાં બદલાવ આવે. પરિવારમાં આનંદનું વાતાવરણ રહેશે. કાર્યમાં વિલંબ. તુલા : આપની રોજિંદી કામગીરી સારી રીતે પૂર્ણ થશે. આર્થિક બાબતમાં ખર્ચ વધે. સ્વાસ્થ્ય સારું રહેશે. વૃશ્ચિક : આપનું મન અશાંત રહે. કામમાં વિઘ્ન આવે. ધીરજ રાખવી. સાંજ સુધીમાં રાહત અનુભવાય. ધન : આપના કામમાં સફળતા મળે. વિદેશ સંપર્ક લાભદાયી. નાણાં મળે. પ્રવાસ થાય. મકર : શ્રમ દિવસ પસાર થાય છે. આપનો કામ પૂરો થશે. શુભ સમાચાર મળે. પરિશ્રમ સફળ થશે. કુંભ : આપના મિત્રો પાસેથી સહાય મળે. નવી તકો આવે. આર્થિક બાબતમાં સુધારો થશે. મીન : આપના કામમાં વેગ આવે. ધાર્મિક કાર્યમાં રસ વધે. કુટુંબમાં આનંદ રહેશે. - અનિંદિત ઘડમામાલ [57, 989, 286, 1273]
memorial-row-label: પત્ની : [63, 2124, 83, 2132]
job-story-body: મુંબઈ, તા.૨૭ યુવાનોને રોજગારી મેળવવામાં મદદરૂપ થવા માટે રાજ્ય સરકારે નવી ચેટબોટ સેવા શરૂ કરી છે. આ ચેટબોટ દ્વારા નોકરી શોધતા ઉમેદવારોને તેમની લાયકાત પ્રમાણે ઉપલબ્ધ નોકરીઓની માહિતી મળશે. ચેટબોટમાં રજિસ્ટ્રેશન કરાવ્યા બાદ ઉમેદવારને તેના મોબાઈલ પર નિયમિત અપડેટ મળતા રહેશે. આ સેવા મરાઠી, હિન્દી અને અંગ્રેજી એમ ત્રણ ભાષામાં ઉપલબ્ધ રહેશે. રાજ્યના કૌશલ્ય વિકાસ વિભાગ દ્વારા આ પહેલ કરવામાં આવી છે. [889, 734, 1045, 822]
